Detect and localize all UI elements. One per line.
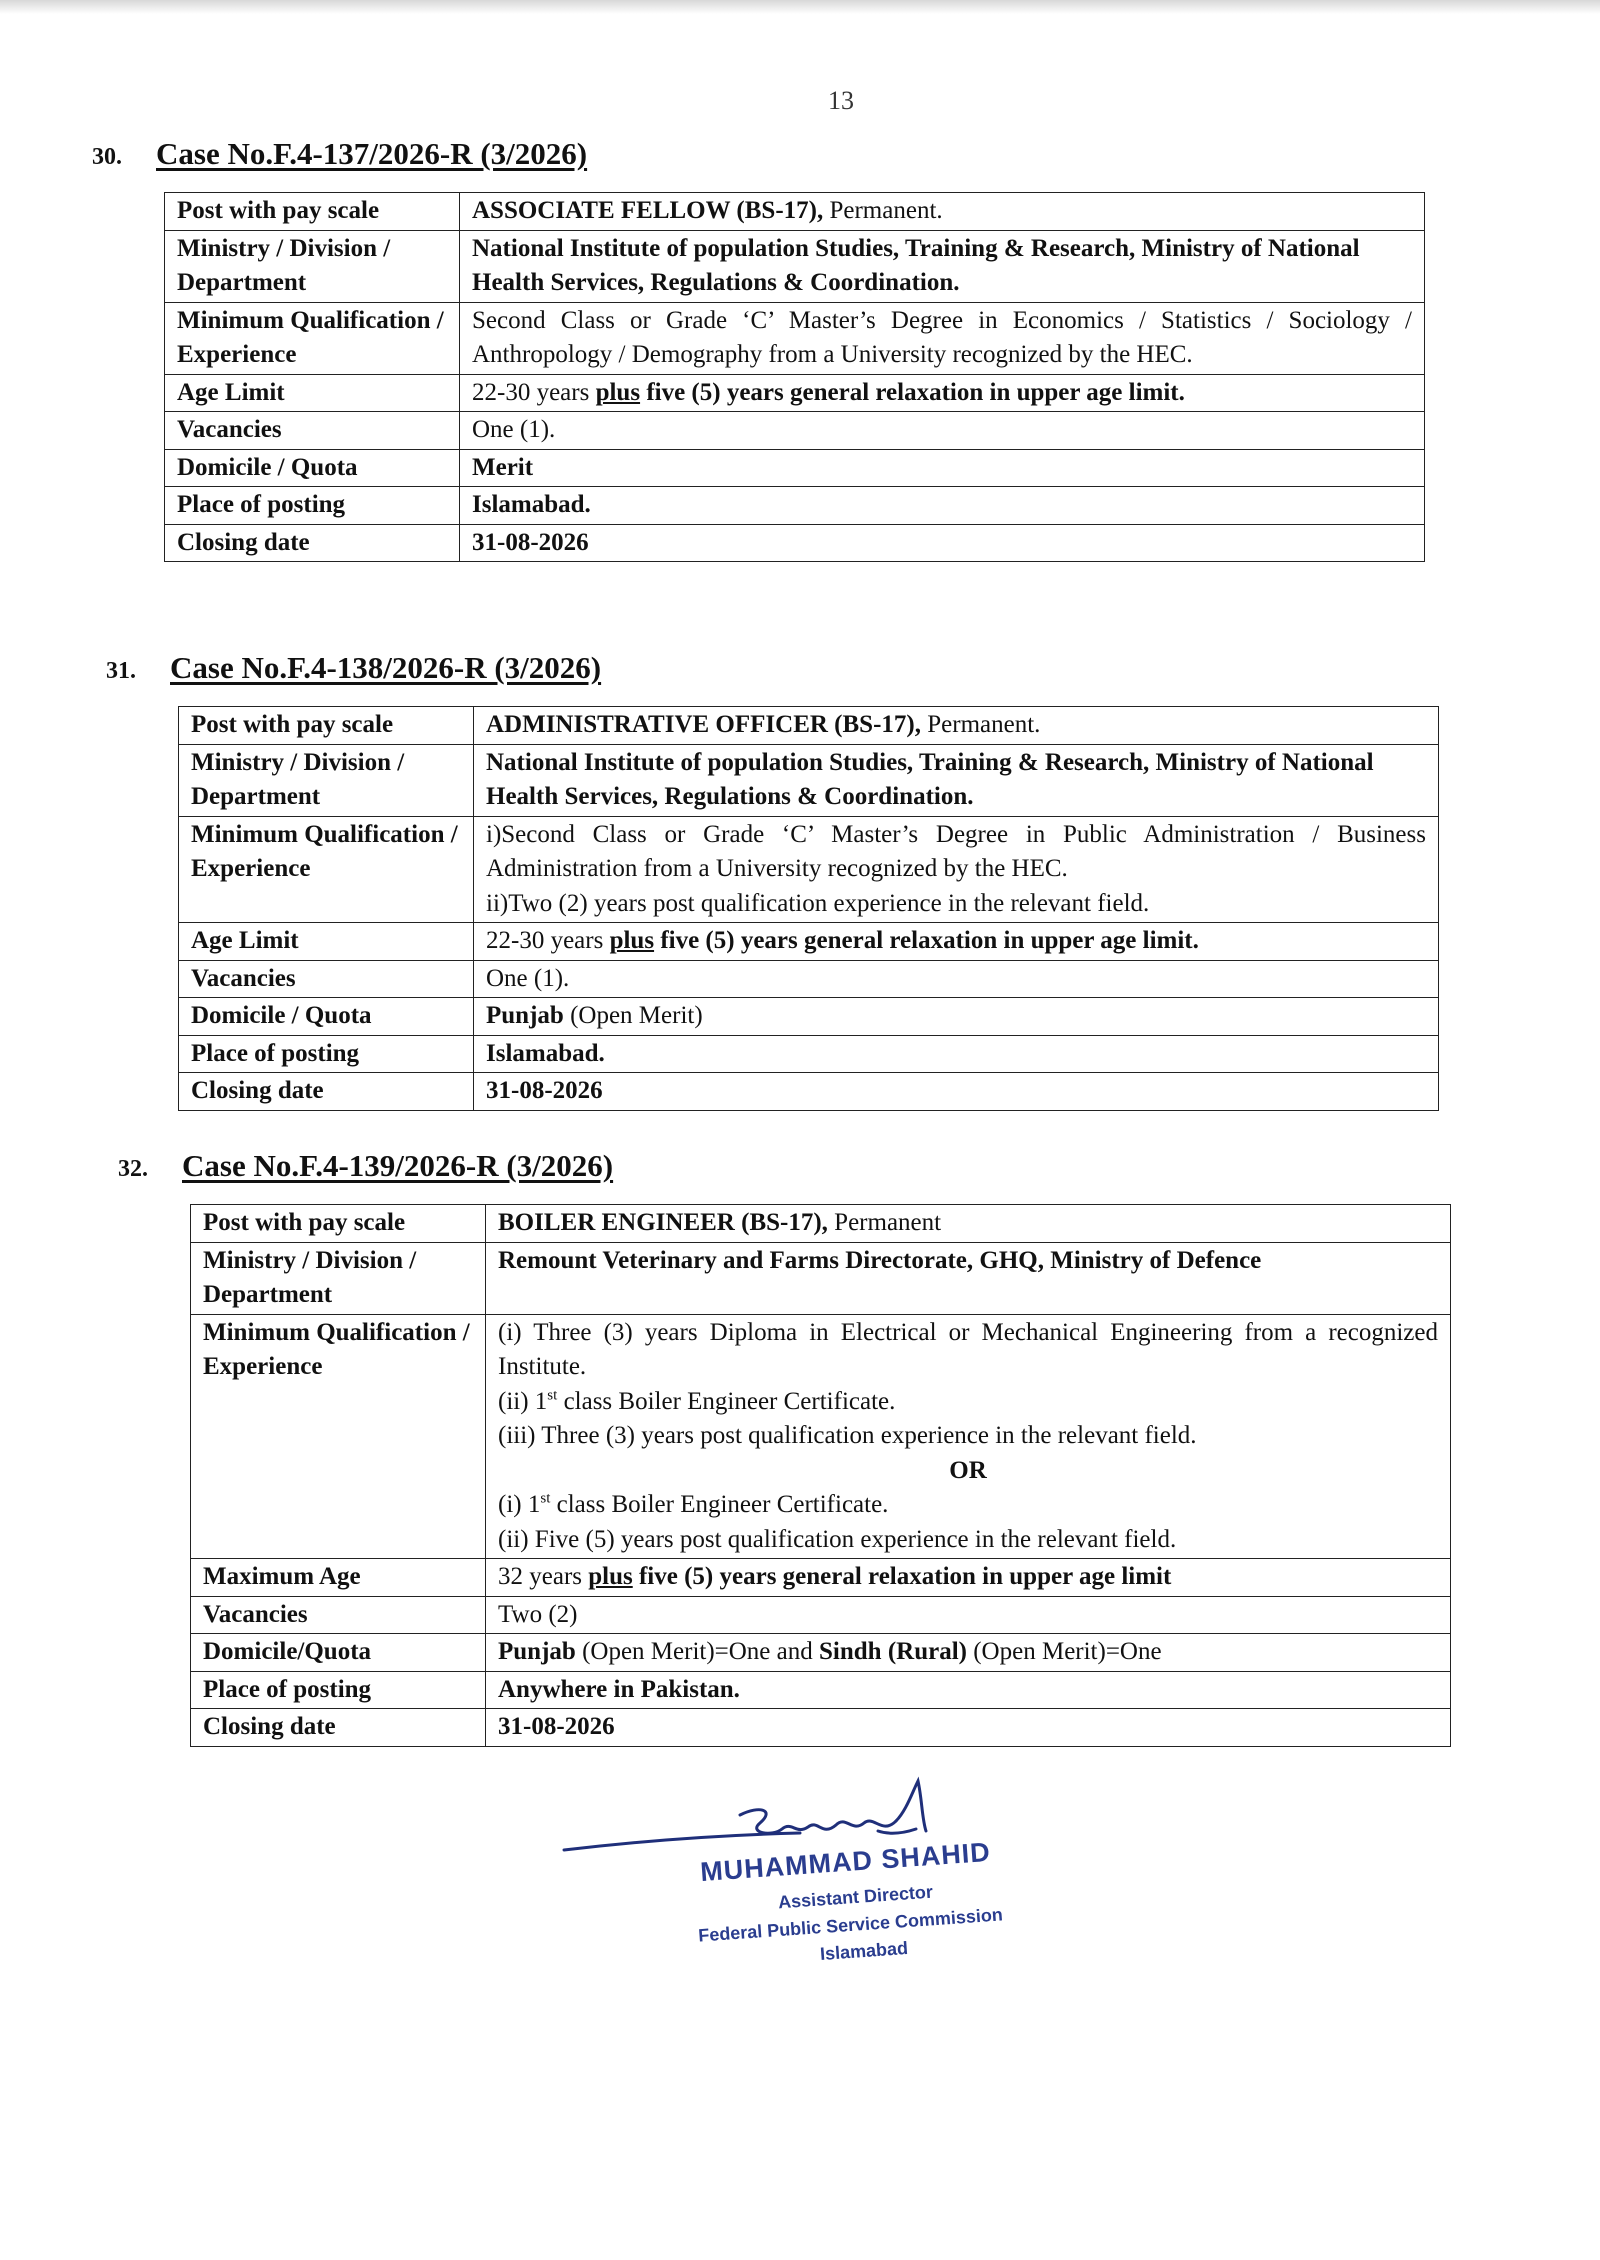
case-index: 32. — [118, 1156, 148, 1182]
row-post — [191, 1205, 1451, 1243]
value-vacancies: One (1). — [474, 960, 1439, 998]
label-domicile: Domicile/Quota — [191, 1634, 486, 1672]
scan-edge — [0, 0, 1600, 14]
label-ministry: Ministry / Division / Department — [165, 230, 460, 302]
label-place: Place of posting — [191, 1671, 486, 1709]
row-place — [191, 1671, 1451, 1709]
case-heading — [106, 650, 1439, 686]
row-domicile — [179, 998, 1439, 1036]
signatory-organization: Federal Public Service Commission — [697, 1904, 1004, 1946]
row-vacancies — [179, 960, 1439, 998]
value-qualification: (i) Three (3) years Diploma in Electrical or Mechanical Engineering from a recognized Institute. (ii) 1st class Boiler Engineer Certificate. (iii) Three (3) years post qualification experience in the relevant field. OR (i) 1st class Boiler Engineer Certificate. (ii) Five (5) years post qualification experience in the relevant field. — [486, 1314, 1451, 1559]
row-place — [165, 487, 1425, 525]
value-place: Anywhere in Pakistan. — [486, 1671, 1451, 1709]
label-qualification: Minimum Qualification / Experience — [191, 1314, 486, 1559]
row-age — [179, 923, 1439, 961]
case-number: Case No.F.4-137/2026-R (3/2026) — [156, 136, 588, 171]
signature-stamp — [560, 1775, 1080, 2005]
row-vacancies — [191, 1596, 1451, 1634]
case-32 — [118, 1148, 1451, 1747]
value-ministry: Remount Veterinary and Farms Directorate, GHQ, Ministry of Defence — [486, 1242, 1451, 1314]
row-qualification — [179, 816, 1439, 923]
signatory-name: MUHAMMAD SHAHID — [699, 1836, 992, 1888]
value-vacancies: One (1). — [460, 412, 1425, 450]
case-31 — [106, 650, 1439, 1111]
value-domicile: Merit — [460, 449, 1425, 487]
label-post: Post with pay scale — [179, 707, 474, 745]
case-table — [178, 706, 1439, 1111]
label-age: Maximum Age — [191, 1559, 486, 1597]
case-table — [164, 192, 1425, 562]
label-domicile: Domicile / Quota — [179, 998, 474, 1036]
value-closing: 31-08-2026 — [474, 1073, 1439, 1111]
value-closing: 31-08-2026 — [460, 524, 1425, 562]
value-ministry: National Institute of population Studies, Training & Research, Ministry of National Health Services, Regulations & Coordination. — [460, 230, 1425, 302]
row-age — [165, 374, 1425, 412]
row-ministry — [179, 744, 1439, 816]
label-qualification: Minimum Qualification / Experience — [165, 302, 460, 374]
label-ministry: Ministry / Division / Department — [191, 1242, 486, 1314]
value-age: 32 years plus five (5) years general relaxation in upper age limit — [486, 1559, 1451, 1597]
label-closing: Closing date — [179, 1073, 474, 1111]
label-age: Age Limit — [165, 374, 460, 412]
value-domicile: Punjab (Open Merit) — [474, 998, 1439, 1036]
value-vacancies: Two (2) — [486, 1596, 1451, 1634]
row-vacancies — [165, 412, 1425, 450]
row-post — [179, 707, 1439, 745]
case-heading — [92, 136, 1425, 172]
value-post: ASSOCIATE FELLOW (BS-17), Permanent. — [460, 193, 1425, 231]
value-domicile: Punjab (Open Merit)=One and Sindh (Rural) (Open Merit)=One — [486, 1634, 1451, 1672]
row-qualification — [191, 1314, 1451, 1559]
or-separator: OR — [949, 1456, 987, 1484]
case-30 — [92, 136, 1425, 562]
case-index: 31. — [106, 658, 136, 684]
label-domicile: Domicile / Quota — [165, 449, 460, 487]
label-closing: Closing date — [165, 524, 460, 562]
label-vacancies: Vacancies — [165, 412, 460, 450]
label-age: Age Limit — [179, 923, 474, 961]
value-closing: 31-08-2026 — [486, 1709, 1451, 1747]
value-post: BOILER ENGINEER (BS-17), Permanent — [486, 1205, 1451, 1243]
label-post: Post with pay scale — [191, 1205, 486, 1243]
label-qualification: Minimum Qualification / Experience — [179, 816, 474, 923]
case-table — [190, 1204, 1451, 1747]
value-qualification: i)Second Class or Grade ‘C’ Master’s Degree in Public Administration / Business Administration from a University recognized by the HEC. ii)Two (2) years post qualification experience in the relevant field. — [474, 816, 1439, 923]
row-closing — [165, 524, 1425, 562]
value-place: Islamabad. — [474, 1035, 1439, 1073]
row-place — [179, 1035, 1439, 1073]
row-domicile — [191, 1634, 1451, 1672]
value-qualification: Second Class or Grade ‘C’ Master’s Degree in Economics / Statistics / Sociology / Anthropology / Demography from a University recognized by the HEC. — [460, 302, 1425, 374]
case-heading — [118, 1148, 1451, 1184]
row-ministry — [191, 1242, 1451, 1314]
value-post: ADMINISTRATIVE OFFICER (BS-17), Permanent. — [474, 707, 1439, 745]
value-place: Islamabad. — [460, 487, 1425, 525]
label-vacancies: Vacancies — [191, 1596, 486, 1634]
case-number: Case No.F.4-138/2026-R (3/2026) — [170, 650, 602, 685]
row-post — [165, 193, 1425, 231]
case-number: Case No.F.4-139/2026-R (3/2026) — [182, 1148, 614, 1183]
row-closing — [191, 1709, 1451, 1747]
row-closing — [179, 1073, 1439, 1111]
label-post: Post with pay scale — [165, 193, 460, 231]
signatory-title: Assistant Director — [777, 1881, 934, 1913]
label-closing: Closing date — [191, 1709, 486, 1747]
case-index: 30. — [92, 144, 122, 170]
page-number: 13 — [828, 86, 854, 115]
label-vacancies: Vacancies — [179, 960, 474, 998]
row-ministry — [165, 230, 1425, 302]
value-age: 22-30 years plus five (5) years general relaxation in upper age limit. — [474, 923, 1439, 961]
label-ministry: Ministry / Division / Department — [179, 744, 474, 816]
label-place: Place of posting — [165, 487, 460, 525]
label-place: Place of posting — [179, 1035, 474, 1073]
row-age — [191, 1559, 1451, 1597]
row-qualification — [165, 302, 1425, 374]
value-ministry: National Institute of population Studies, Training & Research, Ministry of National Health Services, Regulations & Coordination. — [474, 744, 1439, 816]
value-age: 22-30 years plus five (5) years general relaxation in upper age limit. — [460, 374, 1425, 412]
row-domicile — [165, 449, 1425, 487]
signatory-city: Islamabad — [819, 1937, 909, 1965]
